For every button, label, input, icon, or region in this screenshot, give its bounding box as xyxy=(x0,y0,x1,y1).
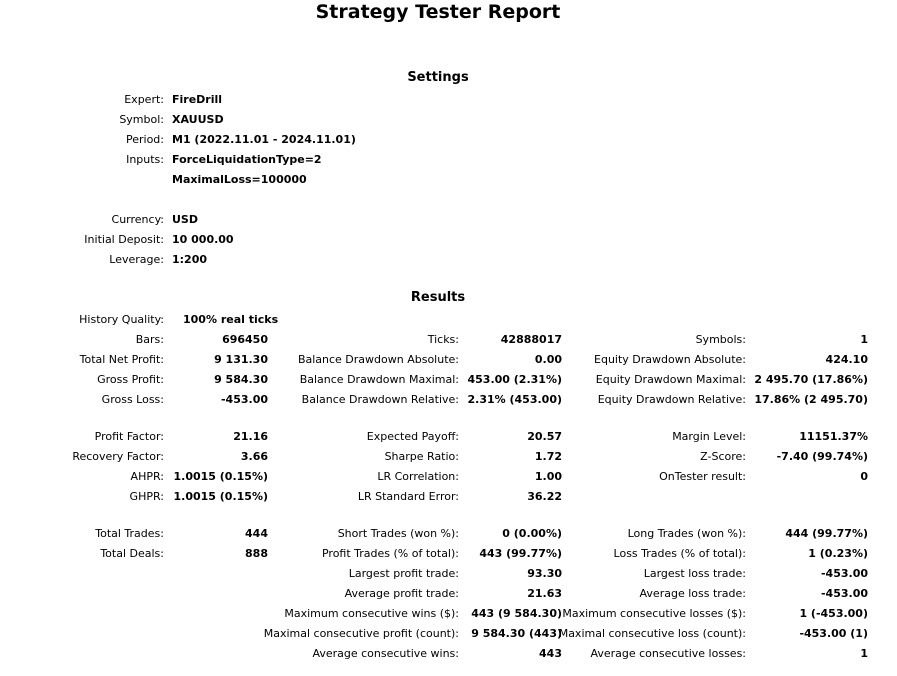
leverage-value: 1:200 xyxy=(172,253,208,266)
max-consecutive-losses-value: 1 (-453.00) xyxy=(799,607,868,620)
max-consecutive-profit-label: Maximal consecutive profit (count): xyxy=(263,627,459,640)
total-net-profit-label: Total Net Profit: xyxy=(79,353,164,366)
symbol-label: Symbol: xyxy=(119,113,164,126)
report-title: Strategy Tester Report xyxy=(315,1,561,23)
initial-deposit-value: 10 000.00 xyxy=(172,233,234,246)
long-trades-label: Long Trades (won %): xyxy=(627,527,746,540)
short-trades-label: Short Trades (won %): xyxy=(337,527,459,540)
average-consecutive-losses-label: Average consecutive losses: xyxy=(590,647,746,660)
ontester-result-value: 0 xyxy=(860,470,868,483)
largest-profit-trade-value: 93.30 xyxy=(527,567,562,580)
sharpe-ratio-label: Sharpe Ratio: xyxy=(384,450,459,463)
ontester-result-label: OnTester result: xyxy=(659,470,746,483)
lr-correlation-label: LR Correlation: xyxy=(377,470,459,483)
equity-dd-relative-label: Equity Drawdown Relative: xyxy=(597,393,746,406)
average-consecutive-losses-value: 1 xyxy=(860,647,868,660)
balance-dd-maximal-label: Balance Drawdown Maximal: xyxy=(299,373,459,386)
profit-trades-label: Profit Trades (% of total): xyxy=(321,547,459,560)
ghpr-label: GHPR: xyxy=(129,490,164,503)
expert-label: Expert: xyxy=(124,93,164,106)
gross-loss-label: Gross Loss: xyxy=(101,393,164,406)
ticks-label: Ticks: xyxy=(427,333,459,346)
largest-loss-trade-value: -453.00 xyxy=(820,567,868,580)
expert-value: FireDrill xyxy=(172,93,223,106)
average-loss-trade-label: Average loss trade: xyxy=(639,587,746,600)
max-consecutive-profit-value: 9 584.30 (443) xyxy=(471,627,562,640)
symbols-value: 1 xyxy=(860,333,868,346)
gross-profit-label: Gross Profit: xyxy=(97,373,164,386)
total-net-profit-value: 9 131.30 xyxy=(214,353,268,366)
history-quality-value: 100% real ticks xyxy=(183,313,279,326)
balance-dd-absolute-label: Balance Drawdown Absolute: xyxy=(297,353,459,366)
profit-factor-value: 21.16 xyxy=(233,430,268,443)
recovery-factor-value: 3.66 xyxy=(240,450,268,463)
loss-trades-label: Loss Trades (% of total): xyxy=(613,547,746,560)
short-trades-value: 0 (0.00%) xyxy=(502,527,562,540)
lr-correlation-value: 1.00 xyxy=(534,470,562,483)
balance-dd-relative-value: 2.31% (453.00) xyxy=(467,393,562,406)
max-consecutive-wins-label: Maximum consecutive wins ($): xyxy=(284,607,459,620)
max-consecutive-wins-value: 443 (9 584.30) xyxy=(471,607,562,620)
ghpr-value: 1.0015 (0.15%) xyxy=(173,490,268,503)
lr-standard-error-label: LR Standard Error: xyxy=(357,490,459,503)
total-trades-label: Total Trades: xyxy=(95,527,164,540)
largest-profit-trade-label: Largest profit trade: xyxy=(348,567,459,580)
results-heading: Results xyxy=(410,290,466,305)
equity-dd-absolute-label: Equity Drawdown Absolute: xyxy=(594,353,746,366)
margin-level-value: 11151.37% xyxy=(799,430,868,443)
profit-trades-value: 443 (99.77%) xyxy=(479,547,562,560)
ahpr-label: AHPR: xyxy=(130,470,164,483)
leverage-label: Leverage: xyxy=(109,253,164,266)
gross-profit-value: 9 584.30 xyxy=(214,373,268,386)
ahpr-value: 1.0015 (0.15%) xyxy=(173,470,268,483)
total-deals-value: 888 xyxy=(245,547,268,560)
period-label: Period: xyxy=(125,133,164,146)
symbol-value: XAUUSD xyxy=(172,113,224,126)
recovery-factor-label: Recovery Factor: xyxy=(72,450,164,463)
average-loss-trade-value: -453.00 xyxy=(820,587,868,600)
balance-dd-relative-label: Balance Drawdown Relative: xyxy=(301,393,459,406)
currency-label: Currency: xyxy=(111,213,164,226)
initial-deposit-label: Initial Deposit: xyxy=(84,233,164,246)
total-deals-label: Total Deals: xyxy=(100,547,164,560)
settings-heading: Settings xyxy=(407,70,469,85)
average-profit-trade-label: Average profit trade: xyxy=(344,587,459,600)
profit-factor-label: Profit Factor: xyxy=(94,430,164,443)
equity-dd-relative-value: 17.86% (2 495.70) xyxy=(754,393,868,406)
max-consecutive-loss-label: Maximal consecutive loss (count): xyxy=(558,627,746,640)
max-consecutive-loss-value: -453.00 (1) xyxy=(799,627,868,640)
bars-label: Bars: xyxy=(135,333,164,346)
inputs-label: Inputs: xyxy=(126,153,164,166)
period-value: M1 (2022.11.01 - 2024.11.01) xyxy=(172,133,356,146)
symbols-label: Symbols: xyxy=(695,333,746,346)
margin-level-label: Margin Level: xyxy=(672,430,746,443)
input-force-liquidation: ForceLiquidationType=2 xyxy=(172,153,322,166)
ticks-value: 42888017 xyxy=(500,333,562,346)
average-consecutive-wins-label: Average consecutive wins: xyxy=(312,647,459,660)
balance-dd-absolute-value: 0.00 xyxy=(534,353,562,366)
lr-standard-error-value: 36.22 xyxy=(527,490,562,503)
long-trades-value: 444 (99.77%) xyxy=(785,527,868,540)
max-consecutive-losses-label: Maximum consecutive losses ($): xyxy=(562,607,746,620)
expected-payoff-label: Expected Payoff: xyxy=(366,430,459,443)
input-maximal-loss: MaximalLoss=100000 xyxy=(172,173,307,186)
currency-value: USD xyxy=(172,213,198,226)
z-score-label: Z-Score: xyxy=(700,450,746,463)
largest-loss-trade-label: Largest loss trade: xyxy=(643,567,746,580)
sharpe-ratio-value: 1.72 xyxy=(534,450,562,463)
balance-dd-maximal-value: 453.00 (2.31%) xyxy=(467,373,562,386)
gross-loss-value: -453.00 xyxy=(220,393,268,406)
average-profit-trade-value: 21.63 xyxy=(527,587,562,600)
equity-dd-maximal-value: 2 495.70 (17.86%) xyxy=(754,373,868,386)
expected-payoff-value: 20.57 xyxy=(527,430,562,443)
loss-trades-value: 1 (0.23%) xyxy=(808,547,868,560)
total-trades-value: 444 xyxy=(245,527,268,540)
bars-value: 696450 xyxy=(222,333,268,346)
history-quality-label: History Quality: xyxy=(79,313,164,326)
equity-dd-absolute-value: 424.10 xyxy=(825,353,868,366)
average-consecutive-wins-value: 443 xyxy=(539,647,562,660)
z-score-value: -7.40 (99.74%) xyxy=(776,450,868,463)
equity-dd-maximal-label: Equity Drawdown Maximal: xyxy=(595,373,746,386)
